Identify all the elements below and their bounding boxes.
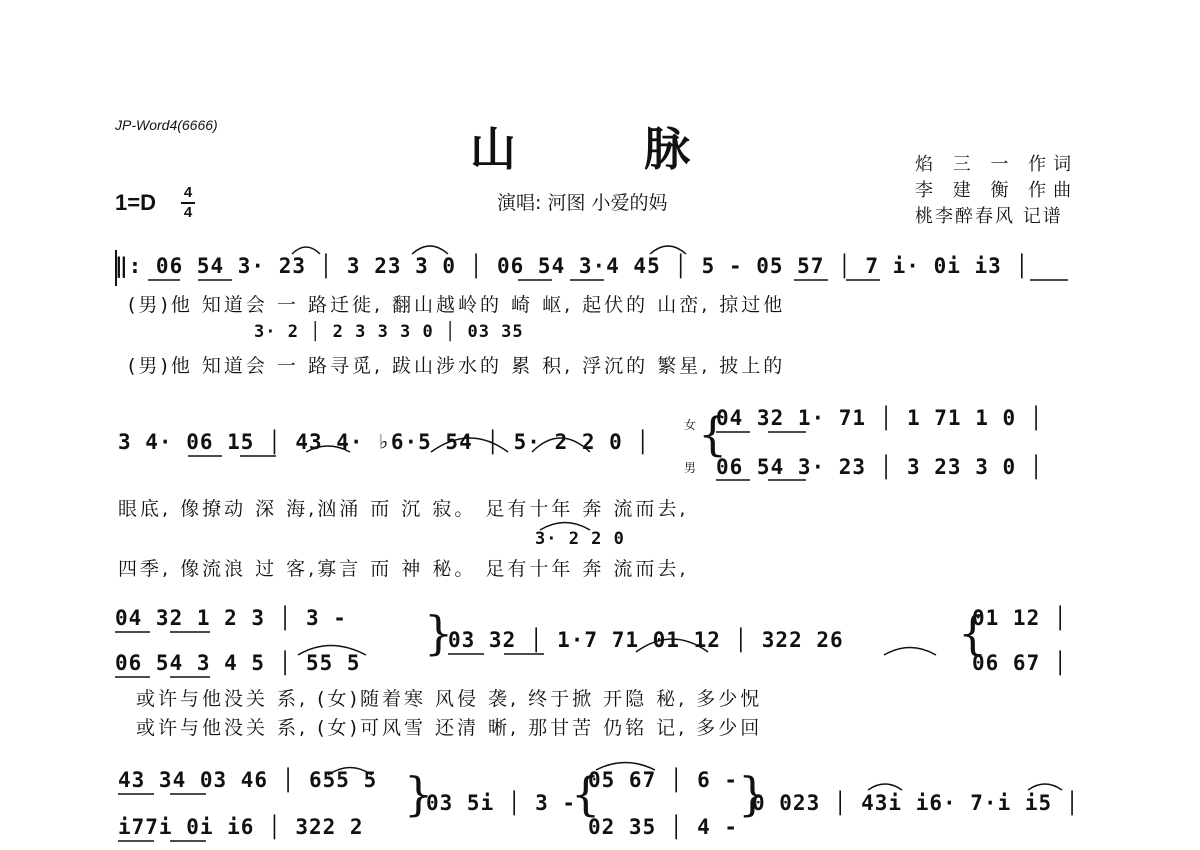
male-part-label: 男 (684, 461, 697, 475)
notation-line-4-right-upper: 05 67 │ 6 - (588, 768, 739, 792)
lyric-line-5: 或许与他没关 系, (女)随着寒 风侵 袭, 终于掀 开隐 秘, 多少怳 (136, 688, 763, 710)
singer-credit: 演唱: 河图 小爱的妈 (497, 192, 668, 214)
notation-line-3-lower: 06 54 3 4 5 │ 55 5 (115, 651, 361, 675)
notation-line-2-male: 06 54 3· 23 │ 3 23 3 0 │ (716, 455, 1044, 479)
notation-line-3b: 3· 2 2 0 (535, 529, 625, 549)
notation-line-3-right-upper: 01 12 │ (972, 606, 1068, 630)
notation-line-4-right-lower: 02 35 │ 4 - (588, 815, 739, 839)
brace-icon: { (571, 767, 601, 821)
brace-icon: } (424, 606, 454, 660)
notation-line-2: 3 4· 06 15 │ 43 4· ♭6·5 54 │ 5· 2 2 0 │ (118, 430, 651, 454)
transcriber-credit: 桃李醉春风 记谱 (915, 206, 1063, 227)
key-signature: 1=D (115, 190, 156, 215)
notation-line-1b: 3· 2 │ 2 3 3 3 0 │ 03 35 (254, 322, 524, 342)
notation-line-4-middle: 03 5i │ 3 - (426, 791, 577, 815)
lyric-line-6: 或许与他没关 系, (女)可风雪 还清 晰, 那甘苦 仍铭 记, 多少回 (136, 717, 763, 739)
notation-line-4-right-middle: 0 023 │ 43i i6· 7·i i5 │ (752, 791, 1080, 815)
brace-icon: } (738, 767, 768, 821)
time-bottom: 4 (183, 204, 193, 221)
source-tag: JP-Word4(6666) (115, 117, 218, 133)
female-part-label: 女 (684, 418, 697, 432)
notation-line-4-upper: 43 34 03 46 │ 655 5 (118, 768, 378, 792)
beam-underlines (115, 280, 1068, 841)
brace-icon: } (404, 767, 434, 821)
composer-credit: 李 建 衡 作曲 (915, 180, 1079, 201)
lyric-line-2: (男)他 知道会 一 路寻觅, 跋山涉水的 累 积, 浮沉的 繁星, 披上的 (128, 355, 786, 377)
lyric-line-3: 眼底, 像撩动 深 海,汹涌 而 沉 寂。 足有十年 奔 流而去, (118, 498, 689, 520)
notation-line-3-right-lower: 06 67 │ (972, 651, 1068, 675)
notation-line-4-lower: i77i 0i i6 │ 322 2 (118, 815, 364, 839)
time-top: 4 (183, 184, 193, 201)
lyricist-credit: 焰 三 一 作词 (915, 154, 1079, 175)
brace-icon: { (958, 606, 988, 660)
notation-line-1: ‖: 06 54 3· 23 │ 3 23 3 0 │ 06 54 3·4 45 │ 5 - 05 57 │ 7 i· 0i i3 │ (115, 254, 1030, 278)
song-title: 山脉 (470, 122, 818, 176)
brace-icon: { (698, 407, 728, 461)
lyric-line-1: (男)他 知道会 一 路迁徙, 翻山越岭的 崎 岖, 起伏的 山峦, 掠过他 (128, 294, 786, 316)
lyric-line-4: 四季, 像流浪 过 客,寡言 而 神 秘。 足有十年 奔 流而去, (118, 558, 689, 580)
notation-line-3-middle: 03 32 │ 1·7 71 01 12 │ 322 26 (448, 628, 844, 652)
notation-line-2-female: 04 32 1· 71 │ 1 71 1 0 │ (716, 406, 1044, 430)
notation-line-3-upper: 04 32 1 2 3 │ 3 - (115, 606, 347, 630)
slur-marks (292, 246, 1062, 790)
